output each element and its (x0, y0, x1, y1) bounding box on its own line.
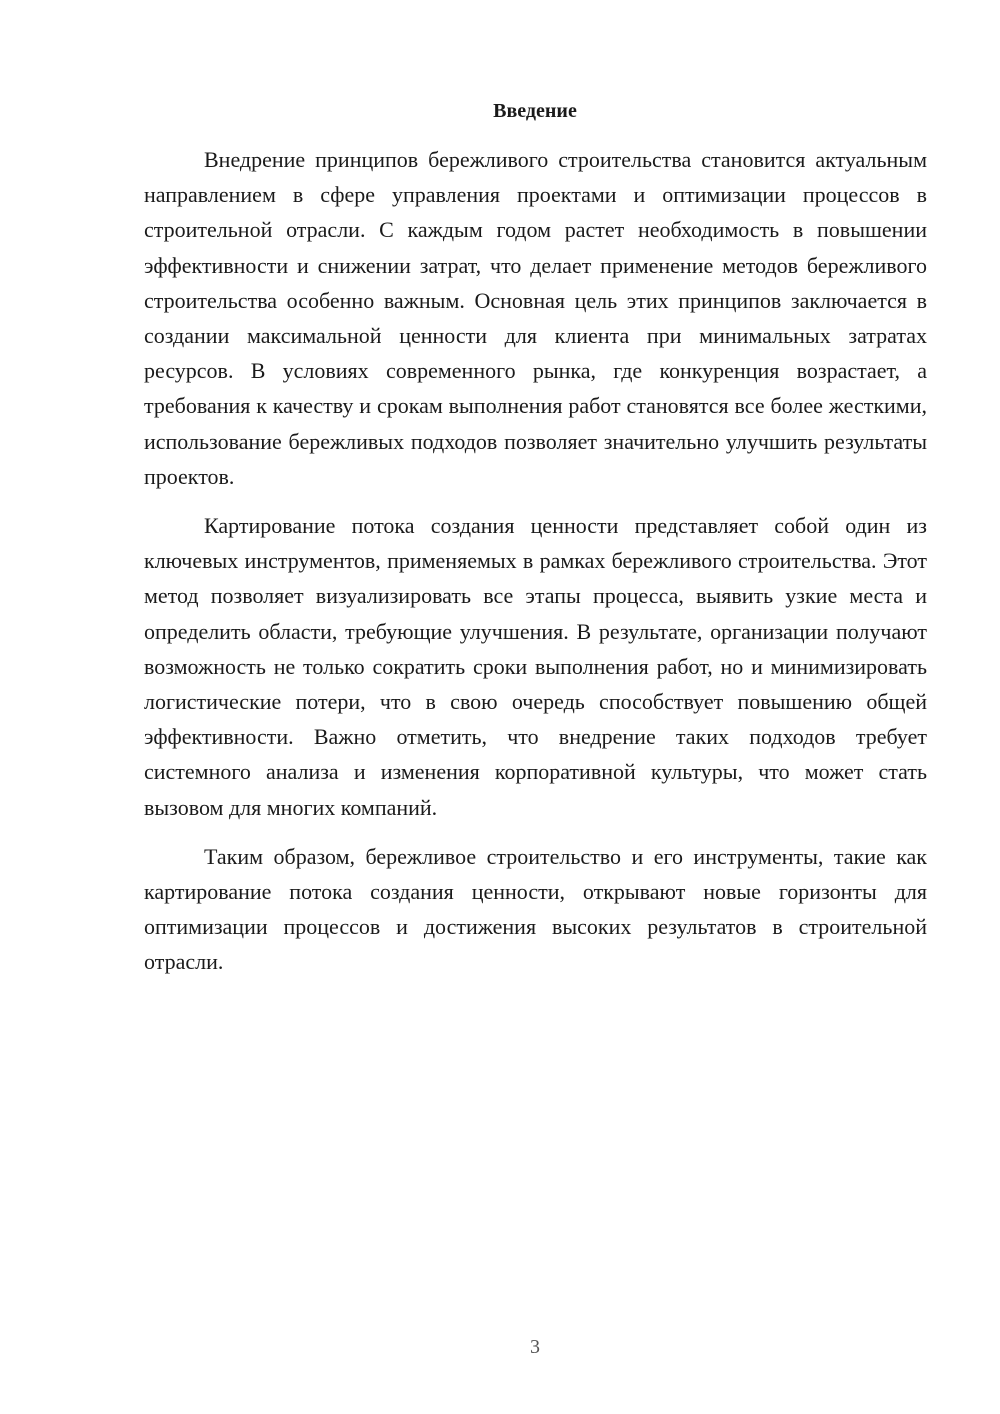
paragraph-2: Картирование потока создания ценности представляет собой один из ключевых инструментов, применяемых в рамках бережливого строительства. Этот метод позволяет визуализировать все этапы процесса, выявить узкие места и определить области, требующие улучшения. В результате, организации получают возможность не только сократить сроки выполнения работ, но и минимизировать логистические потери, что в свою очередь способствует повышению общей эффективности. Важно отметить, что внедрение таких подходов требует системного анализа и изменения корпоративной культуры, что может стать вызовом для многих компаний. (144, 513, 927, 820)
paragraph-1: Внедрение принципов бережливого строительства становится актуальным направлением в сфере управления проектами и оптимизации процессов в строительной отрасли. С каждым годом растет необходимость в повышении эффективности и снижении затрат, что делает применение методов бережливого строительства особенно важным. Основная цель этих принципов заключается в создании максимальной ценности для клиента при минимальных затратах ресурсов. В условиях современного рынка, где конкуренция возрастает, а требования к качеству и срокам выполнения работ становятся все более жесткими, использование бережливых подходов позволяет значительно улучшить результаты проектов. (144, 147, 927, 489)
body-text (144, 142, 927, 994)
paragraph-3: Таким образом, бережливое строительство и его инструменты, такие как картирование потока создания ценности, открывают новые горизонты для оптимизации процессов и достижения высоких результатов в строительной отрасли. (144, 843, 927, 975)
page-number: 3 (530, 1336, 540, 1358)
section-title: Введение (493, 100, 577, 122)
